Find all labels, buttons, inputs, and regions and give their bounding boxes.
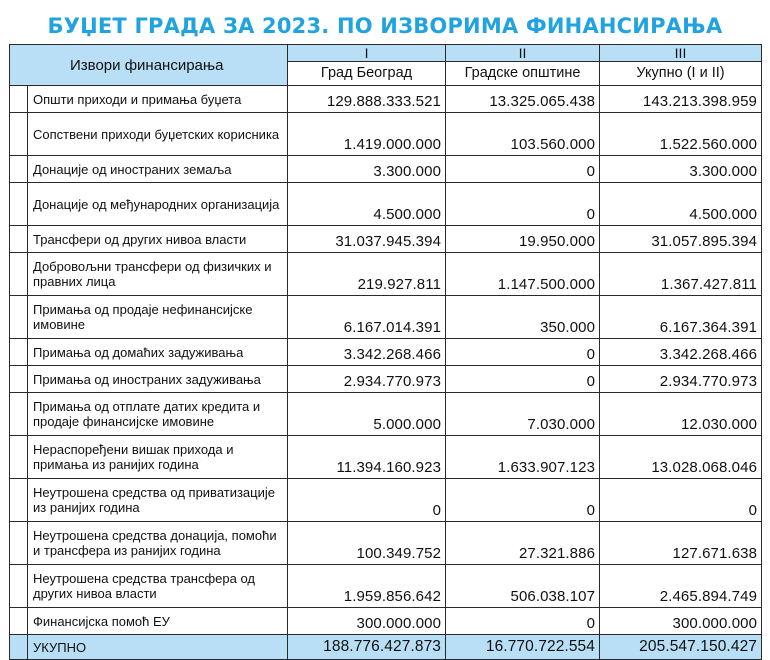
row-marker bbox=[10, 156, 28, 183]
row-value-city: 3.300.000 bbox=[288, 156, 446, 183]
roman-numeral-3: III bbox=[600, 45, 762, 62]
roman-numeral-1: I bbox=[288, 45, 446, 62]
table-row bbox=[10, 608, 762, 635]
table-row bbox=[10, 156, 762, 183]
row-value-total: 6.167.364.391 bbox=[600, 296, 762, 339]
table-row bbox=[10, 253, 762, 296]
row-value-city: 4.500.000 bbox=[288, 183, 446, 226]
row-value-total: 4.500.000 bbox=[600, 183, 762, 226]
row-value-municipalities: 0 bbox=[446, 366, 600, 393]
row-value-city: 6.167.014.391 bbox=[288, 296, 446, 339]
header-roman-row bbox=[10, 45, 762, 62]
row-value-total: 31.057.895.394 bbox=[600, 226, 762, 253]
row-source-name: Финансијска помоћ ЕУ bbox=[28, 608, 288, 635]
table-row bbox=[10, 183, 762, 226]
row-value-municipalities: 7.030.000 bbox=[446, 393, 600, 436]
row-source-name: Примања од отплате датих кредита и продаје финансијске имовине bbox=[28, 393, 288, 436]
row-value-city: 219.927.811 bbox=[288, 253, 446, 296]
row-value-total: 1.522.560.000 bbox=[600, 113, 762, 156]
column-header-city: Град Београд bbox=[288, 62, 446, 86]
row-value-city: 2.934.770.973 bbox=[288, 366, 446, 393]
column-header-municipalities: Градске општине bbox=[446, 62, 600, 86]
row-value-total: 2.934.770.973 bbox=[600, 366, 762, 393]
row-source-name: Сопствени приходи буџетских корисника bbox=[28, 113, 288, 156]
budget-table bbox=[9, 44, 762, 660]
row-source-name: Примања од иностраних задуживања bbox=[28, 366, 288, 393]
table-row bbox=[10, 479, 762, 522]
table-row bbox=[10, 366, 762, 393]
row-source-name: Добровољни трансфери од физичких и правних лица bbox=[28, 253, 288, 296]
row-value-city: 0 bbox=[288, 479, 446, 522]
row-value-municipalities: 13.325.065.438 bbox=[446, 86, 600, 113]
row-source-name: Нераспоређени вишак прихода и примања из ранијих година bbox=[28, 436, 288, 479]
row-value-municipalities: 0 bbox=[446, 339, 600, 366]
row-source-name: Примања од домаћих задуживања bbox=[28, 339, 288, 366]
row-value-municipalities: 506.038.107 bbox=[446, 565, 600, 608]
table-row bbox=[10, 393, 762, 436]
row-source-name: Неутрошена средства трансфера од других нивоа власти bbox=[28, 565, 288, 608]
table-row bbox=[10, 436, 762, 479]
row-marker bbox=[10, 608, 28, 635]
row-source-name: Донације од иностраних земаља bbox=[28, 156, 288, 183]
row-marker bbox=[10, 436, 28, 479]
row-marker bbox=[10, 339, 28, 366]
roman-numeral-2: II bbox=[446, 45, 600, 62]
row-marker bbox=[10, 226, 28, 253]
row-source-name: Неутрошена средства донација, помоћи и трансфера из ранијих година bbox=[28, 522, 288, 565]
row-source-name: Трансфери од других нивоа власти bbox=[28, 226, 288, 253]
row-value-municipalities: 27.321.886 bbox=[446, 522, 600, 565]
row-value-total: 1.367.427.811 bbox=[600, 253, 762, 296]
row-value-municipalities: 103.560.000 bbox=[446, 113, 600, 156]
row-marker bbox=[10, 253, 28, 296]
total-label: УКУПНО bbox=[28, 635, 288, 660]
row-marker bbox=[10, 565, 28, 608]
row-source-name: Примања од продаје нефинансијске имовине bbox=[28, 296, 288, 339]
table-row bbox=[10, 565, 762, 608]
row-value-city: 300.000.000 bbox=[288, 608, 446, 635]
table-row bbox=[10, 296, 762, 339]
row-value-municipalities: 0 bbox=[446, 183, 600, 226]
row-value-municipalities: 350.000 bbox=[446, 296, 600, 339]
row-value-total: 0 bbox=[600, 479, 762, 522]
row-value-city: 31.037.945.394 bbox=[288, 226, 446, 253]
row-value-total: 127.671.638 bbox=[600, 522, 762, 565]
row-source-name: Неутрошена средства од приватизације из ранијих година bbox=[28, 479, 288, 522]
total-value-city: 188.776.427.873 bbox=[288, 635, 446, 660]
row-value-municipalities: 19.950.000 bbox=[446, 226, 600, 253]
row-value-total: 2.465.894.749 bbox=[600, 565, 762, 608]
row-value-total: 13.028.068.046 bbox=[600, 436, 762, 479]
table-row bbox=[10, 86, 762, 113]
row-value-city: 129.888.333.521 bbox=[288, 86, 446, 113]
row-marker bbox=[10, 635, 28, 660]
column-header-total: Укупно (I и II) bbox=[600, 62, 762, 86]
row-value-city: 1.419.000.000 bbox=[288, 113, 446, 156]
table-body bbox=[10, 86, 762, 660]
row-value-total: 3.342.268.466 bbox=[600, 339, 762, 366]
total-row bbox=[10, 635, 762, 660]
row-marker bbox=[10, 366, 28, 393]
row-marker bbox=[10, 393, 28, 436]
row-value-municipalities: 1.147.500.000 bbox=[446, 253, 600, 296]
row-source-name: Донације од међународних организација bbox=[28, 183, 288, 226]
row-value-total: 300.000.000 bbox=[600, 608, 762, 635]
row-marker bbox=[10, 296, 28, 339]
row-value-municipalities: 0 bbox=[446, 479, 600, 522]
row-marker bbox=[10, 183, 28, 226]
row-marker bbox=[10, 86, 28, 113]
row-marker bbox=[10, 479, 28, 522]
total-value-municipalities: 16.770.722.554 bbox=[446, 635, 600, 660]
row-marker bbox=[10, 113, 28, 156]
table-row bbox=[10, 226, 762, 253]
row-source-name: Општи приходи и примања буџета bbox=[28, 86, 288, 113]
row-value-city: 1.959.856.642 bbox=[288, 565, 446, 608]
row-value-municipalities: 0 bbox=[446, 156, 600, 183]
row-value-total: 143.213.398.959 bbox=[600, 86, 762, 113]
row-value-total: 3.300.000 bbox=[600, 156, 762, 183]
row-value-municipalities: 1.633.907.123 bbox=[446, 436, 600, 479]
row-value-municipalities: 0 bbox=[446, 608, 600, 635]
sources-header: Извори финансирања bbox=[10, 45, 288, 86]
row-value-total: 12.030.000 bbox=[600, 393, 762, 436]
row-value-city: 11.394.160.923 bbox=[288, 436, 446, 479]
row-value-city: 3.342.268.466 bbox=[288, 339, 446, 366]
total-value-total: 205.547.150.427 bbox=[600, 635, 762, 660]
row-value-city: 100.349.752 bbox=[288, 522, 446, 565]
table-row bbox=[10, 339, 762, 366]
page-title: БУЏЕТ ГРАДА ЗА 2023. ПО ИЗВОРИМА ФИНАНСИРАЊА bbox=[47, 14, 723, 38]
row-marker bbox=[10, 522, 28, 565]
row-value-city: 5.000.000 bbox=[288, 393, 446, 436]
table-row bbox=[10, 113, 762, 156]
table-row bbox=[10, 522, 762, 565]
